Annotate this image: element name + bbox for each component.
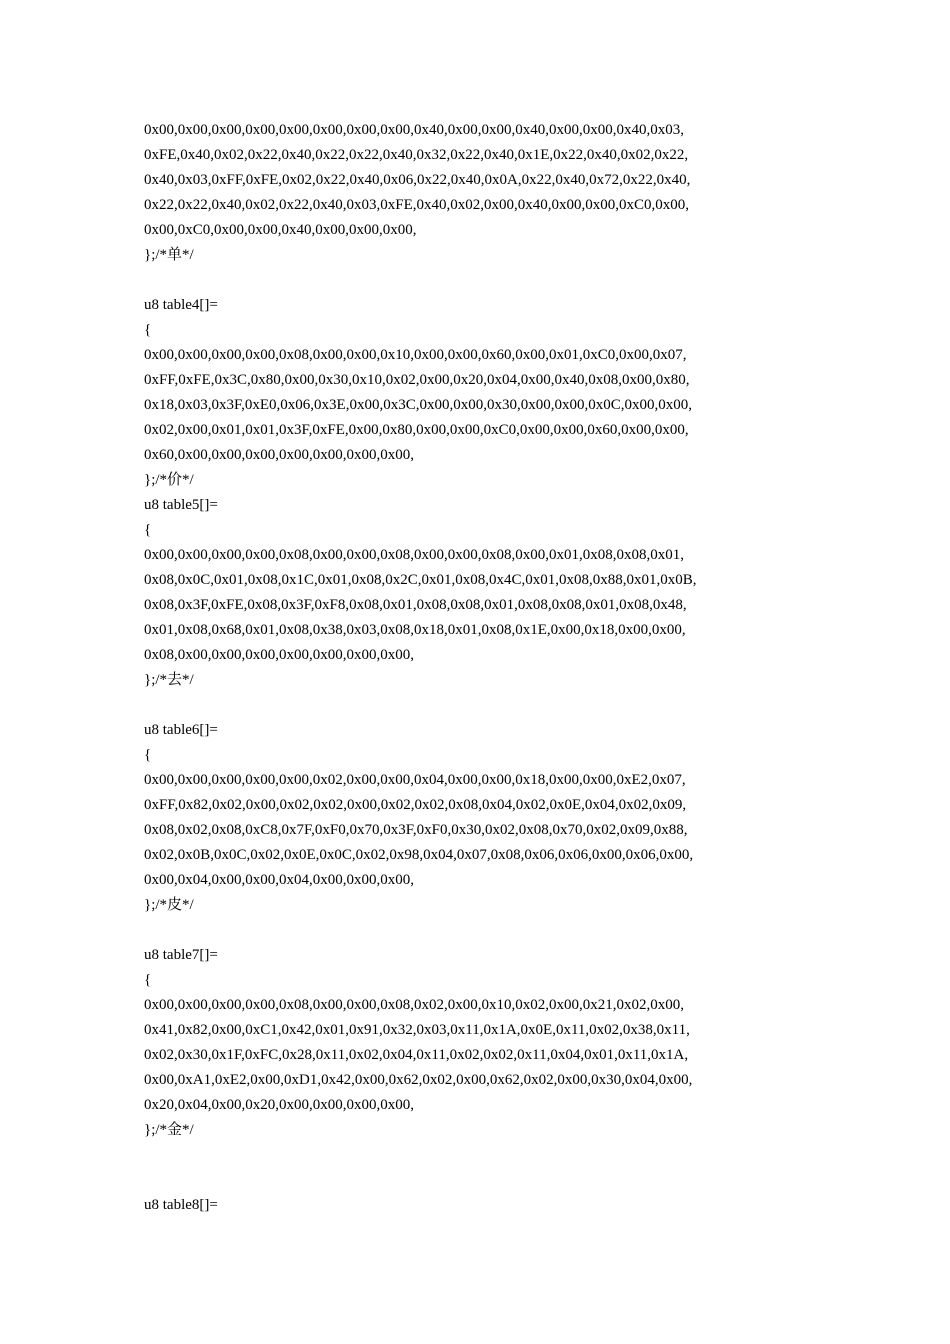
hex-data-line: 0x02,0x00,0x01,0x01,0x3F,0xFE,0x00,0x80,0x00,0x00,0xC0,0x00,0x00,0x60,0x00,0x00, bbox=[144, 422, 689, 438]
hex-data-line: 0xFF,0x82,0x02,0x00,0x02,0x02,0x00,0x02,0x02,0x08,0x04,0x02,0x0E,0x04,0x02,0x09, bbox=[144, 797, 687, 813]
array-open-brace: { bbox=[144, 522, 152, 538]
hex-data-line: 0xFE,0x40,0x02,0x22,0x40,0x22,0x22,0x40,0x32,0x22,0x40,0x1E,0x22,0x40,0x02,0x22, bbox=[144, 147, 689, 163]
hex-data-line: 0x60,0x00,0x00,0x00,0x00,0x00,0x00,0x00, bbox=[144, 447, 414, 463]
hex-data-line: 0x08,0x3F,0xFE,0x08,0x3F,0xF8,0x08,0x01,0x08,0x08,0x01,0x08,0x08,0x01,0x08,0x48, bbox=[144, 597, 687, 613]
array-close-comment: };/*价*/ bbox=[144, 472, 194, 488]
hex-data-line: 0x40,0x03,0xFF,0xFE,0x02,0x22,0x40,0x06,0x22,0x40,0x0A,0x22,0x40,0x72,0x22,0x40, bbox=[144, 172, 691, 188]
hex-data-line: 0x00,0x00,0x00,0x00,0x00,0x00,0x00,0x00,0x40,0x00,0x00,0x40,0x00,0x00,0x40,0x03, bbox=[144, 122, 684, 138]
hex-data-line: 0x08,0x00,0x00,0x00,0x00,0x00,0x00,0x00, bbox=[144, 647, 414, 663]
hex-data-line: 0x08,0x0C,0x01,0x08,0x1C,0x01,0x08,0x2C,0x01,0x08,0x4C,0x01,0x08,0x88,0x01,0x0B, bbox=[144, 572, 697, 588]
blank-line bbox=[144, 268, 824, 293]
blank-line bbox=[144, 1168, 824, 1193]
blank-line bbox=[144, 1143, 824, 1168]
array-declaration: u8 table4[]= bbox=[144, 297, 218, 313]
hex-data-line: 0x00,0x00,0x00,0x00,0x08,0x00,0x00,0x08,0x00,0x00,0x08,0x00,0x01,0x08,0x08,0x01, bbox=[144, 547, 684, 563]
hex-data-line: 0xFF,0xFE,0x3C,0x80,0x00,0x30,0x10,0x02,0x00,0x20,0x04,0x00,0x40,0x08,0x00,0x80, bbox=[144, 372, 690, 388]
array-declaration: u8 table6[]= bbox=[144, 722, 218, 738]
array-declaration: u8 table8[]= bbox=[144, 1197, 218, 1213]
hex-data-line: 0x18,0x03,0x3F,0xE0,0x06,0x3E,0x00,0x3C,0x00,0x00,0x30,0x00,0x00,0x0C,0x00,0x00, bbox=[144, 397, 692, 413]
array-close-comment: };/*金*/ bbox=[144, 1122, 194, 1138]
hex-data-line: 0x00,0x00,0x00,0x00,0x08,0x00,0x00,0x10,0x00,0x00,0x60,0x00,0x01,0xC0,0x00,0x07, bbox=[144, 347, 687, 363]
array-close-comment: };/*单*/ bbox=[144, 247, 194, 263]
code-listing bbox=[144, 118, 824, 1218]
array-declaration: u8 table7[]= bbox=[144, 947, 218, 963]
array-close-comment: };/*去*/ bbox=[144, 672, 194, 688]
hex-data-line: 0x20,0x04,0x00,0x20,0x00,0x00,0x00,0x00, bbox=[144, 1097, 414, 1113]
hex-data-line: 0x41,0x82,0x00,0xC1,0x42,0x01,0x91,0x32,0x03,0x11,0x1A,0x0E,0x11,0x02,0x38,0x11, bbox=[144, 1022, 690, 1038]
hex-data-line: 0x02,0x0B,0x0C,0x02,0x0E,0x0C,0x02,0x98,0x04,0x07,0x08,0x06,0x06,0x00,0x06,0x00, bbox=[144, 847, 694, 863]
blank-line bbox=[144, 693, 824, 718]
blank-line bbox=[144, 918, 824, 943]
hex-data-line: 0x01,0x08,0x68,0x01,0x08,0x38,0x03,0x08,0x18,0x01,0x08,0x1E,0x00,0x18,0x00,0x00, bbox=[144, 622, 686, 638]
array-open-brace: { bbox=[144, 322, 152, 338]
array-declaration: u8 table5[]= bbox=[144, 497, 218, 513]
hex-data-line: 0x00,0xC0,0x00,0x00,0x40,0x00,0x00,0x00, bbox=[144, 222, 417, 238]
hex-data-line: 0x00,0x00,0x00,0x00,0x00,0x02,0x00,0x00,0x04,0x00,0x00,0x18,0x00,0x00,0xE2,0x07, bbox=[144, 772, 686, 788]
hex-data-line: 0x00,0xA1,0xE2,0x00,0xD1,0x42,0x00,0x62,0x02,0x00,0x62,0x02,0x00,0x30,0x04,0x00, bbox=[144, 1072, 693, 1088]
hex-data-line: 0x00,0x04,0x00,0x00,0x04,0x00,0x00,0x00, bbox=[144, 872, 414, 888]
array-open-brace: { bbox=[144, 747, 152, 763]
hex-data-line: 0x02,0x30,0x1F,0xFC,0x28,0x11,0x02,0x04,0x11,0x02,0x02,0x11,0x04,0x01,0x11,0x1A, bbox=[144, 1047, 689, 1063]
hex-data-line: 0x08,0x02,0x08,0xC8,0x7F,0xF0,0x70,0x3F,0xF0,0x30,0x02,0x08,0x70,0x02,0x09,0x88, bbox=[144, 822, 688, 838]
hex-data-line: 0x00,0x00,0x00,0x00,0x08,0x00,0x00,0x08,0x02,0x00,0x10,0x02,0x00,0x21,0x02,0x00, bbox=[144, 997, 684, 1013]
hex-data-line: 0x22,0x22,0x40,0x02,0x22,0x40,0x03,0xFE,0x40,0x02,0x00,0x40,0x00,0x00,0xC0,0x00, bbox=[144, 197, 690, 213]
array-close-comment: };/*皮*/ bbox=[144, 897, 194, 913]
array-open-brace: { bbox=[144, 972, 152, 988]
